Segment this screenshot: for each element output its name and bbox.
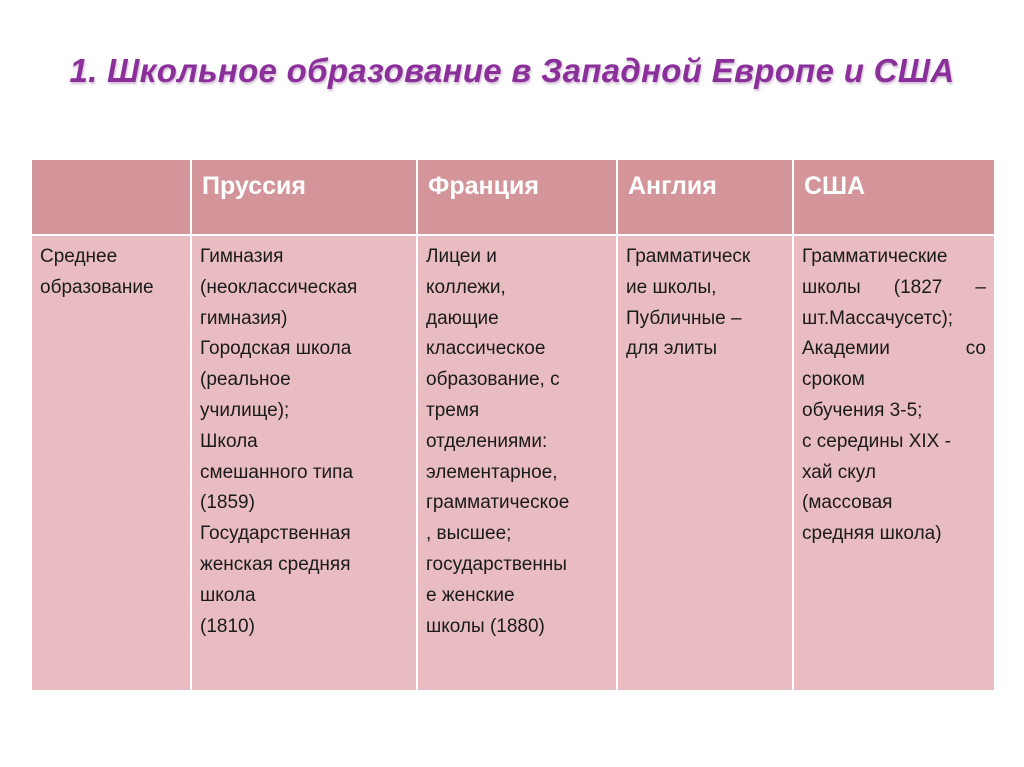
usa-line: хай скул bbox=[802, 461, 876, 483]
england-cell bbox=[617, 235, 793, 691]
usa-line: школы (1827 – bbox=[802, 276, 986, 298]
usa-line: шт.Массачусетс); bbox=[802, 307, 954, 329]
header-empty bbox=[31, 159, 191, 235]
usa-line: Грамматические bbox=[802, 246, 948, 267]
header-prussia: Пруссия bbox=[191, 159, 417, 235]
slide-title: 1. Школьное образование в Западной Европе и США bbox=[69, 52, 955, 89]
usa-cell bbox=[793, 235, 995, 691]
england-text: Грамматическ ие школы, Публичные – для элиты bbox=[626, 246, 751, 360]
usa-line: с середины XIX - bbox=[802, 430, 951, 452]
row-label-cell bbox=[31, 235, 191, 691]
usa-line: средняя школа) bbox=[802, 523, 942, 545]
header-france: Франция bbox=[417, 159, 617, 235]
prussia-text: Гимназия (неоклассическая гимназия) Городская школа (реальное училище); Школа смешанного типа (1859) Государственная женская средняя школа (1810) bbox=[200, 246, 358, 637]
usa-line: (массовая bbox=[802, 492, 893, 514]
prussia-cell bbox=[191, 235, 417, 691]
header-usa: США bbox=[793, 159, 995, 235]
row-label: Среднее образование bbox=[40, 246, 154, 298]
table-row bbox=[31, 235, 995, 691]
comparison-table bbox=[30, 158, 996, 692]
usa-line: Академии со bbox=[802, 338, 986, 360]
header-england: Англия bbox=[617, 159, 793, 235]
france-cell bbox=[417, 235, 617, 691]
header-row bbox=[31, 159, 995, 235]
france-text: Лицеи и коллежи, дающие классическое образование, с тремя отделениями: элементарное, грамматическое , высшее; государственны е женские школы (1880) bbox=[426, 246, 570, 637]
usa-line: обучения 3-5; bbox=[802, 399, 923, 421]
usa-line: сроком bbox=[802, 369, 865, 391]
